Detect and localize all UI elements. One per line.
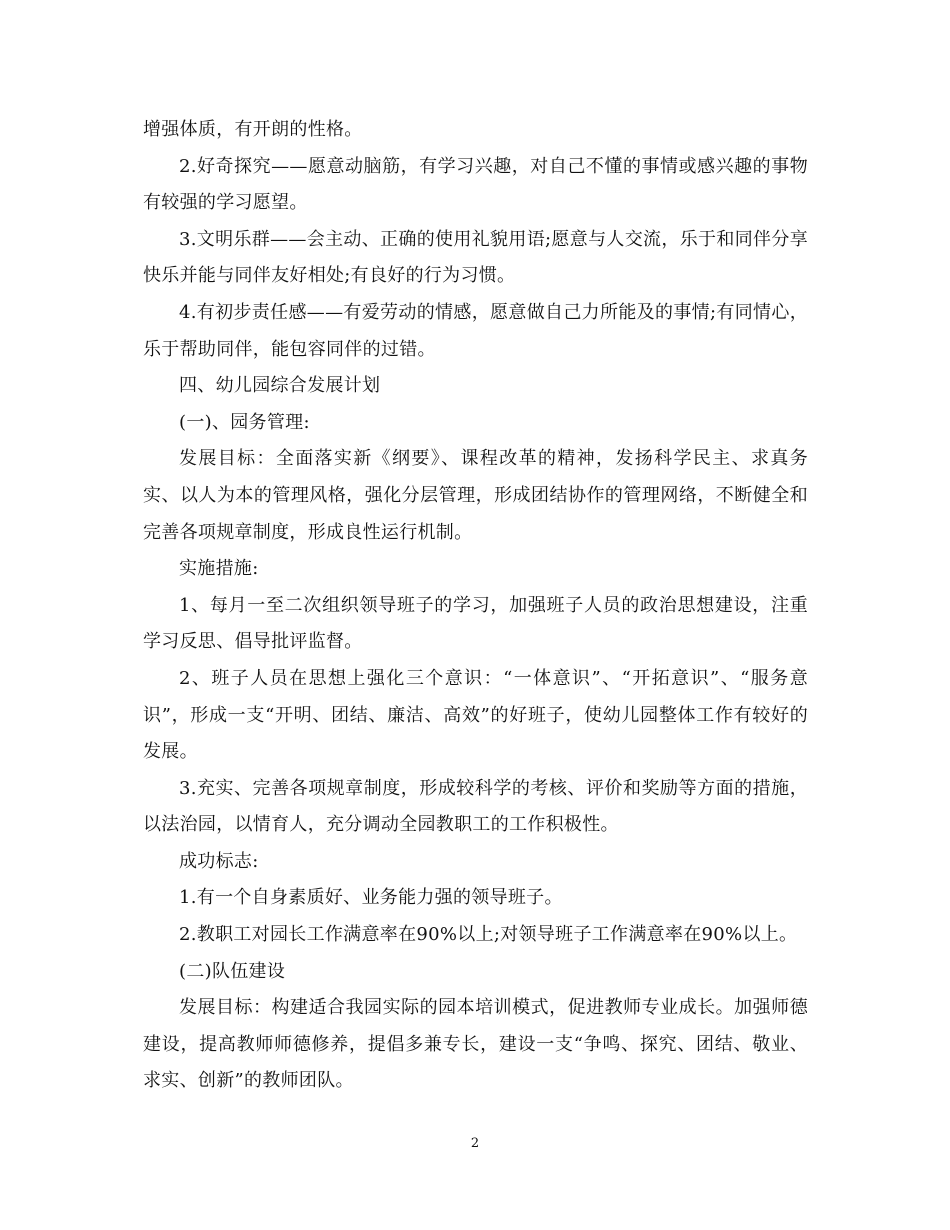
paragraph-curiosity: 2.好奇探究——愿意动脑筋，有学习兴趣，对自己不懂的事情或感兴趣的事物有较强的学习愿望。 <box>143 155 808 214</box>
paragraph-measure-3: 3.充实、完善各项规章制度，形成较科学的考核、评价和奖励等方面的措施，以法治园，以情育人，充分调动全园教职工的工作积极性。 <box>143 777 808 836</box>
page-number: 2 <box>470 1136 480 1151</box>
paragraph-measure-1: 1、每月一至二次组织领导班子的学习，加强班子人员的政治思想建设，注重学习反思、倡导批评监督。 <box>143 594 808 653</box>
paragraph-management-goal: 发展目标：全面落实新《纲要》、课程改革的精神，发扬科学民主、求真务实、以人为本的管理风格，强化分层管理，形成团结协作的管理网络，不断健全和完善各项规章制度，形成良性运行机制。 <box>143 448 808 543</box>
section-heading-development-plan: 四、幼儿园综合发展计划 <box>179 375 381 397</box>
paragraph-civility: 3.文明乐群——会主动、正确的使用礼貌用语;愿意与人交流，乐于和同伴分享快乐并能与同伴友好相处;有良好的行为习惯。 <box>143 228 808 287</box>
subheading-management: (一)、园务管理: <box>179 411 310 433</box>
paragraph-responsibility: 4.有初步责任感——有爱劳动的情感，愿意做自己力所能及的事情;有同情心，乐于帮助同伴，能包容同伴的过错。 <box>143 301 808 360</box>
paragraph-indicator-1: 1.有一个自身素质好、业务能力强的领导班子。 <box>179 887 563 909</box>
paragraph-measure-2: 2、班子人员在思想上强化三个意识：“一体意识”、“开拓意识”、“服务意识”，形成一支“开明、团结、廉洁、高效”的好班子，使幼儿园整体工作有较好的发展。 <box>143 667 808 763</box>
page-body <box>143 112 808 1100</box>
paragraph-team-goal: 发展目标：构建适合我园实际的园本培训模式，促进教师专业成长。加强师德建设，提高教师师德修养，提倡多兼专长，建设一支“争鸣、探究、团结、敬业、求实、创新”的教师团队。 <box>143 997 808 1092</box>
label-success-indicators: 成功标志: <box>179 850 259 872</box>
paragraph-continuation: 增强体质，有开朗的性格。 <box>143 119 363 140</box>
subheading-team-building: (二)队伍建设 <box>179 960 286 982</box>
paragraph-indicator-2: 2.教职工对园长工作满意率在90%以上;对领导班子工作满意率在90%以上。 <box>179 924 798 946</box>
label-measures: 实施措施: <box>179 558 259 580</box>
